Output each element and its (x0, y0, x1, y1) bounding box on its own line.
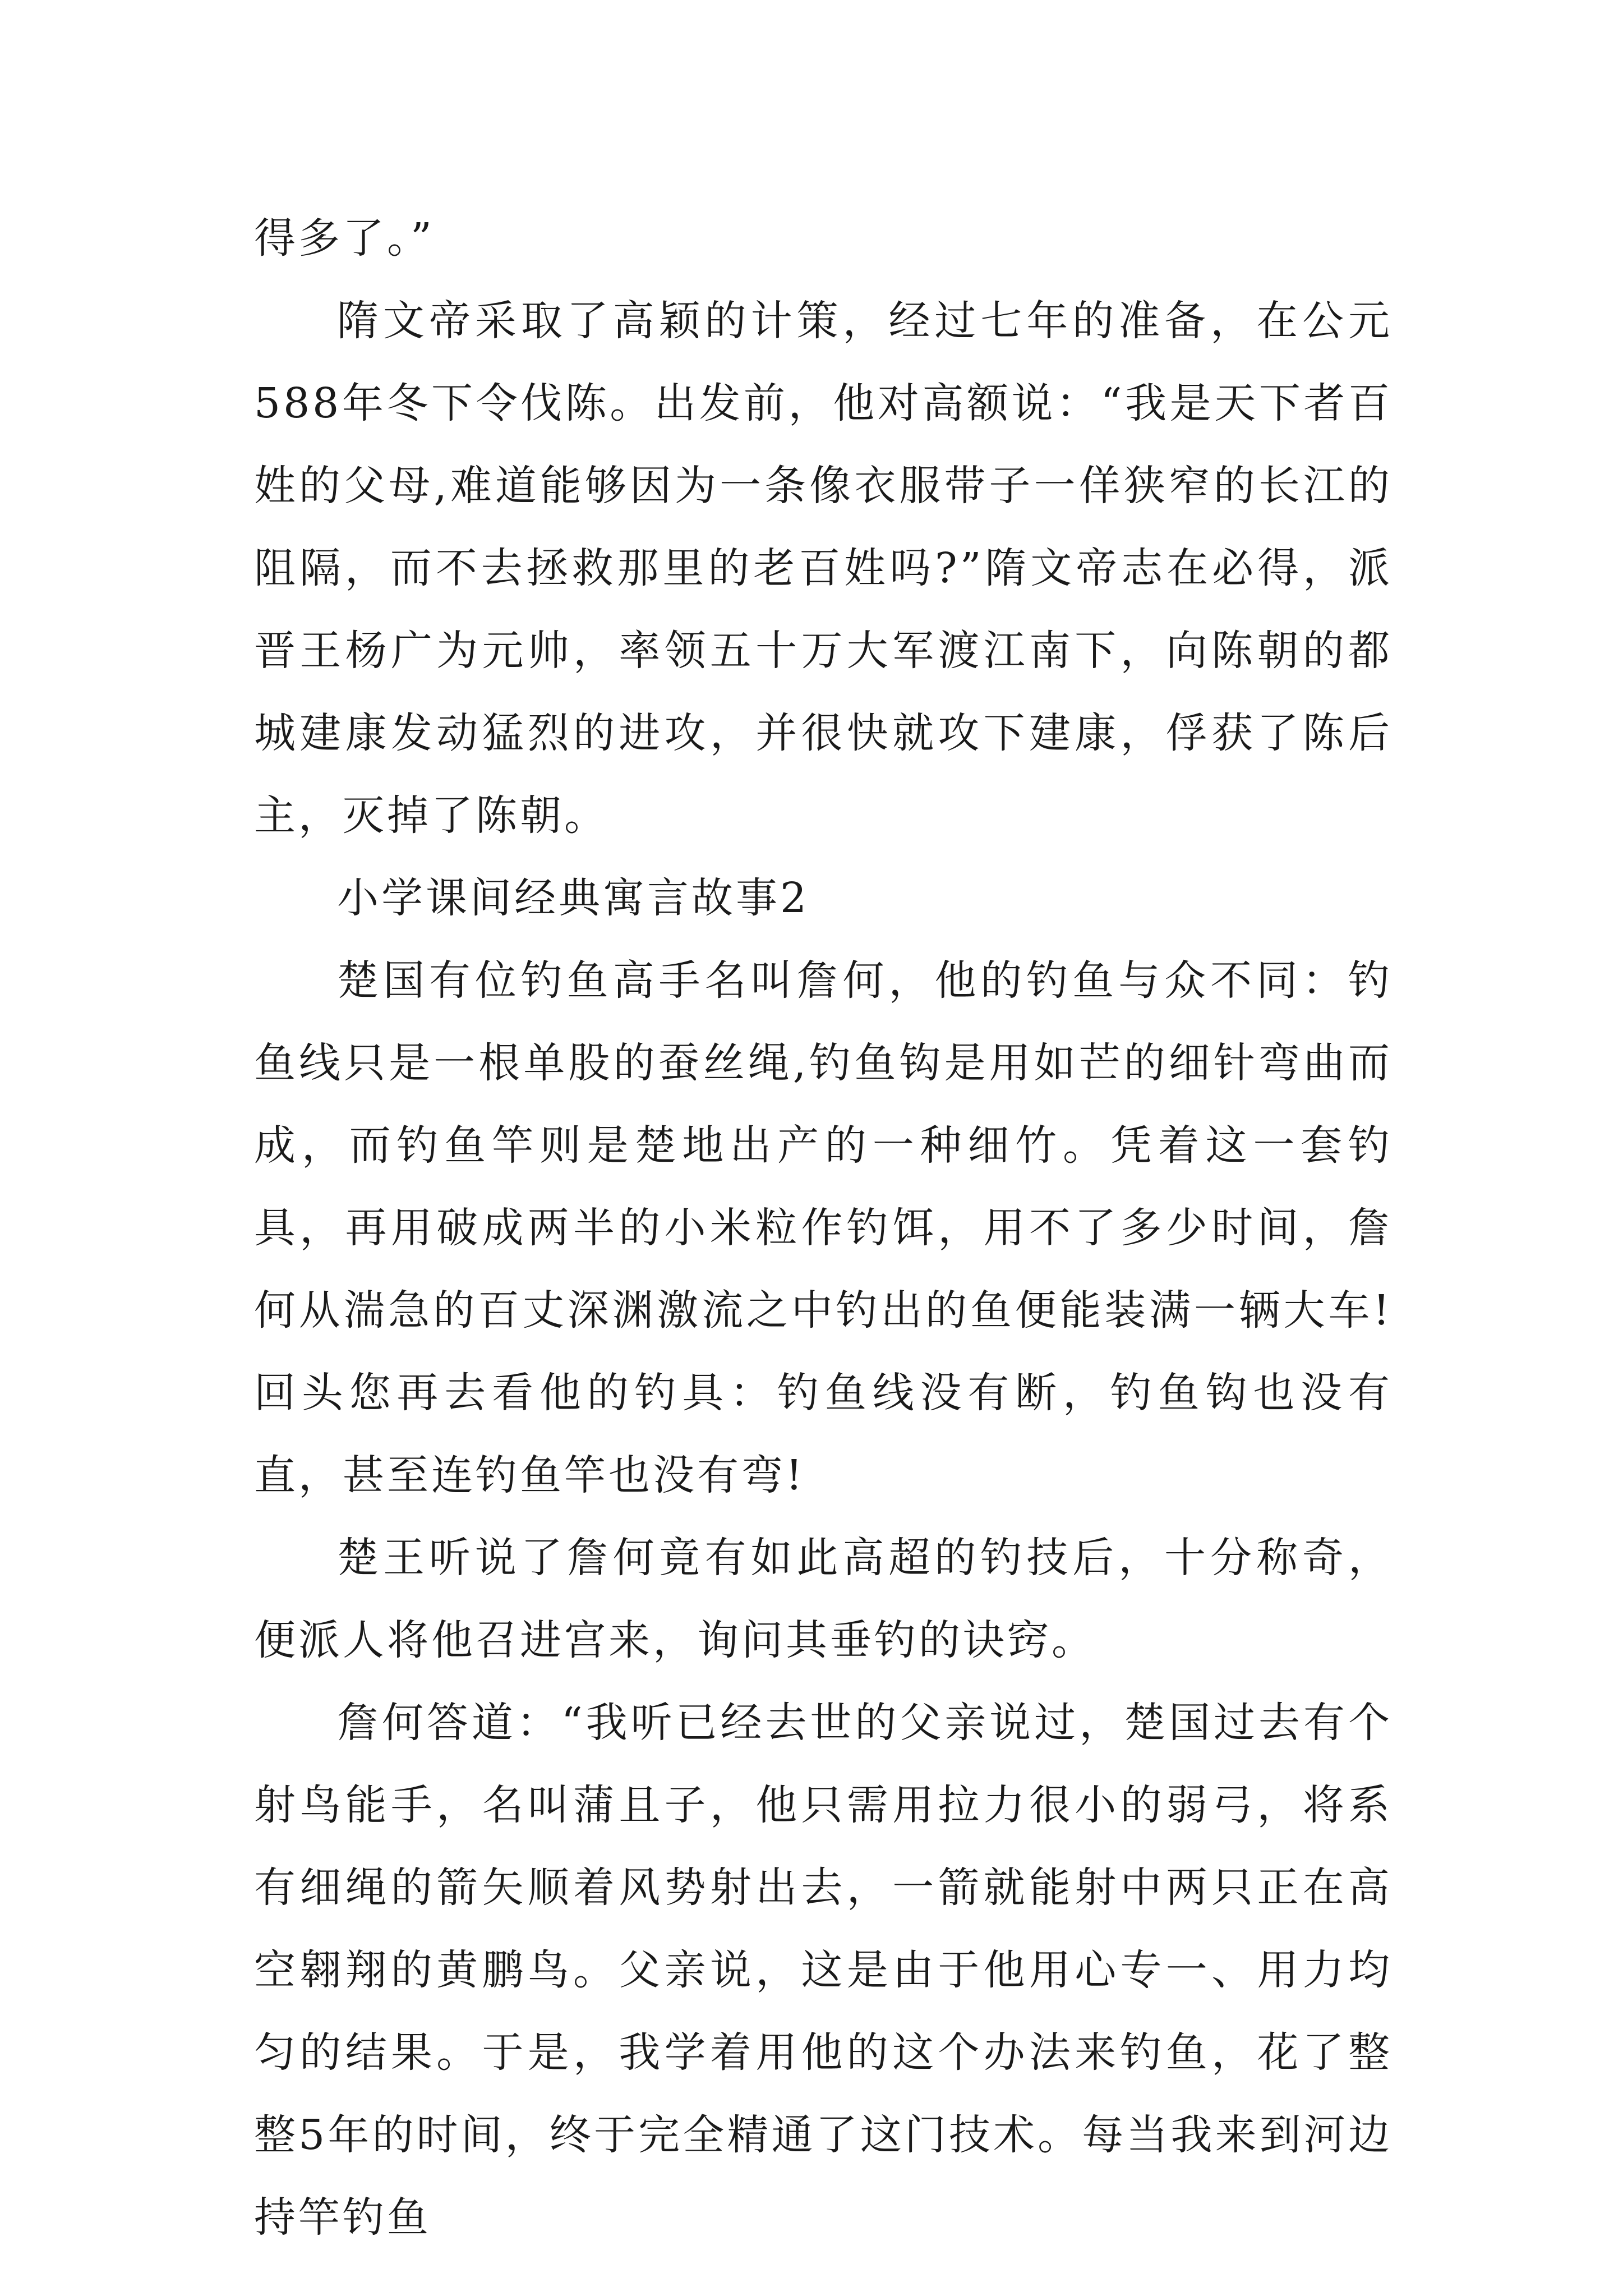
paragraph-sui-emperor: 隋文帝采取了高颖的计策，经过七年的准备，在公元588年冬下令伐陈。出发前，他对高额说：“我是天下者百姓的父母,难道能够因为一条像衣服带子一佯狭窄的长江的阻隔，而不去拯救那里的老百姓吗?”隋文帝志在必得，派晋王杨广为元帅，率领五十万大军渡江南下，向陈朝的都城建康发动猛烈的进攻，并很快就攻下建康，俘获了陈后主，灭掉了陈朝。 (254, 297, 1393, 840)
document-body (254, 197, 1393, 2259)
paragraph-continuation: 得多了。” (254, 214, 435, 263)
paragraph-zhan-he-answer: 詹何答道：“我听已经去世的父亲说过，楚国过去有个射鸟能手，名叫蒲且子，他只需用拉力很小的弱弓，将系有细绳的箭矢顺着风势射出去，一箭就能射中两只正在高空翱翔的黄鹏鸟。父亲说，这是由于他用心专一、用力均匀的结果。于是，我学着用他的这个办法来钓鱼，花了整整5年的时间，终于完全精通了这门技术。每当我来到河边持竿钓鱼 (254, 1699, 1393, 2242)
paragraph-zhan-he-intro: 楚国有位钓鱼高手名叫詹何，他的钓鱼与众不同：钓鱼线只是一根单股的蚕丝绳,钓鱼钩是用如芒的细针弯曲而成，而钓鱼竿则是楚地出产的一种细竹。凭着这一套钓具，再用破成两半的小米粒作钓饵，用不了多少时间，詹何从湍急的百丈深渊激流之中钓出的鱼便能装满一辆大车!回头您再去看他的钓具：钓鱼线没有断，钓鱼钩也没有直，甚至连钓鱼竿也没有弯! (254, 956, 1393, 1499)
section-heading: 小学课间经典寓言故事2 (337, 874, 810, 922)
paragraph-king-of-chu: 楚王听说了詹何竟有如此高超的钓技后，十分称奇，便派人将他召进宫来，询问其垂钓的诀窍。 (254, 1534, 1393, 1664)
